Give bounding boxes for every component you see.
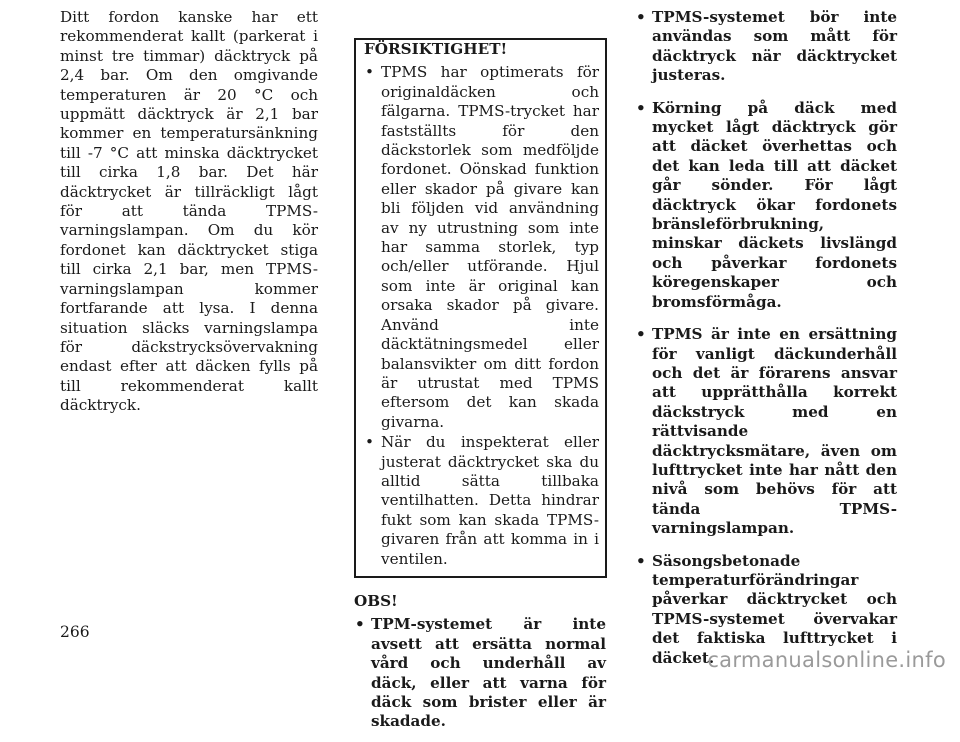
page-number: 266	[60, 623, 90, 641]
column-left	[60, 8, 318, 416]
note-item: • Säsongsbetonade temperaturförändringar påverkar däcktrycket och TPMS-systemet övervakar det faktiska lufttrycket i däcket.	[635, 552, 897, 668]
column-right	[635, 8, 897, 681]
caution-item: • TPMS har optimerats för originaldäcken och fälgarna. TPMS-trycket har fastställts för den däckstorlek som medföljde fordonet. Oönskad funktion eller skador på givare kan bli följden vid användning av ny utrustning som inte har samma storlek, typ och/eller utförande. Hjul som inte är original kan orsaka skador på givare. Använd inte däcktätningsmedel eller balansvikter om ditt fordon är utrustat med TPMS eftersom det kan skada givarna.	[364, 63, 599, 432]
caution-box	[354, 38, 607, 578]
note-item: • Körning på däck med mycket lågt däcktryck gör att däcket överhettas och det kan leda till att däcket går sönder. För lågt däcktryck ökar fordonets bränsleförbrukning, minskar däckets livslängd och påverkar fordonets köregenskaper och bromsförmåga.	[635, 99, 897, 312]
note-item: • TPMS är inte en ersättning för vanligt däckunderhåll och det är förarens ansvar att upprätthålla korrekt däckstryck med en rättvisande däcktrycksmätare, även om lufttrycket inte har nått den nivå som behövs för att tända TPMS-varningslampan.	[635, 325, 897, 538]
column-middle	[354, 8, 606, 742]
note-label: OBS!	[354, 591, 398, 610]
caution-title: FÖRSIKTIGHET!	[364, 40, 508, 58]
caution-list	[364, 63, 599, 569]
note-item: • TPM-systemet är inte avsett att ersätta normal vård och underhåll av däck, eller att varna för däck som brister eller är skadade.	[354, 615, 606, 731]
watermark-text: carmanualsonline.info	[707, 648, 946, 672]
note-item: • TPMS-systemet bör inte användas som mått för däcktryck när däcktrycket justeras.	[635, 8, 897, 86]
body-paragraph: Ditt fordon kanske har ett rekommenderat kallt (parkerat i minst tre timmar) däcktryck på 2,4 bar. Om den omgivande temperaturen är 20 °C och uppmätt däcktryck är 2,1 bar kommer en temperatursänkning till -7 °C att minska däcktrycket till cirka 1,8 bar. Det här däcktrycket är tillräckligt lågt för att tända TPMS-varningslampan. Om du kör fordonet kan däcktrycket stiga till cirka 2,1 bar, men TPMS-varningslampan kommer fortfarande att lysa. I denna situation släcks varningslampa för däckstrycksövervakning endast efter att däcken fylls på till rekommenderat kallt däcktryck.	[60, 8, 318, 415]
note-list	[354, 615, 606, 731]
note-list-continued	[635, 8, 897, 668]
caution-item: • När du inspekterat eller justerat däcktrycket ska du alltid sätta tillbaka ventilhatten. Detta hindrar fukt som kan skada TPMS-givaren från att komma in i ventilen.	[364, 433, 599, 569]
